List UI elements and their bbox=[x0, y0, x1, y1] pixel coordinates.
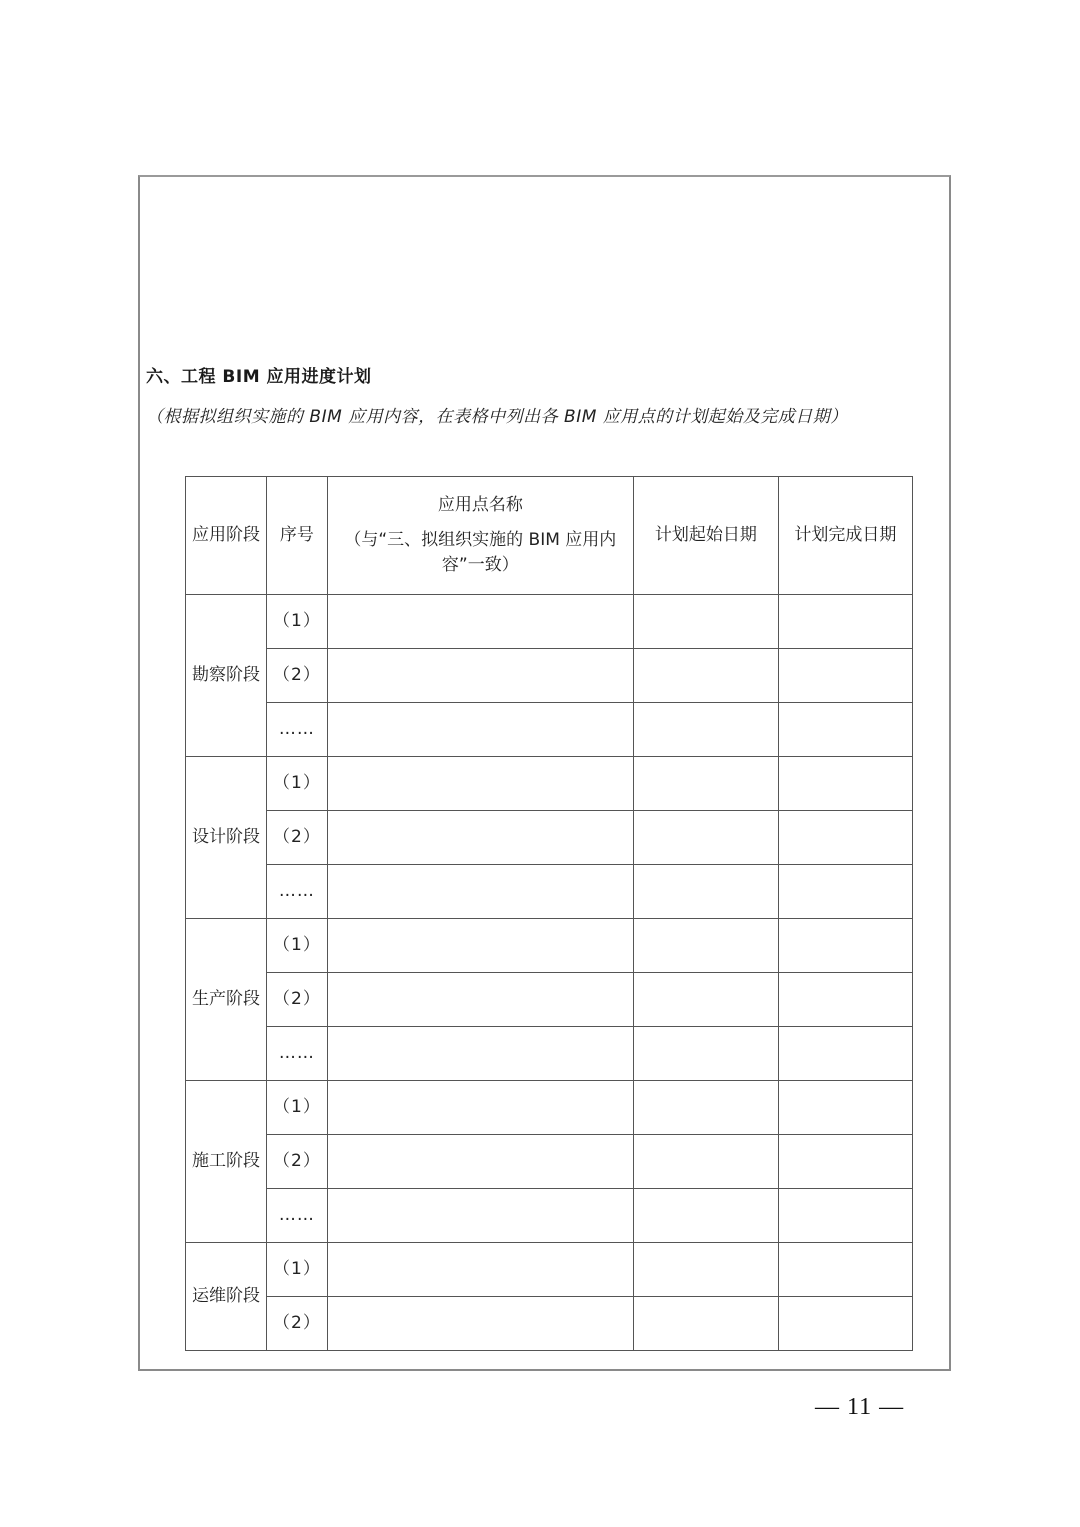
stage-cell: 运维阶段 bbox=[186, 1243, 267, 1351]
index-cell: （1） bbox=[267, 595, 328, 649]
start-date-cell[interactable] bbox=[633, 1027, 778, 1081]
index-cell: （2） bbox=[267, 1297, 328, 1351]
end-date-cell[interactable] bbox=[778, 1297, 912, 1351]
start-date-cell[interactable] bbox=[633, 973, 778, 1027]
name-cell[interactable] bbox=[327, 757, 633, 811]
start-date-cell[interactable] bbox=[633, 1189, 778, 1243]
start-date-cell[interactable] bbox=[633, 1081, 778, 1135]
page-number: — 11 — bbox=[815, 1394, 905, 1420]
start-date-cell[interactable] bbox=[633, 1297, 778, 1351]
start-date-cell[interactable] bbox=[633, 865, 778, 919]
header-name-title: 应用点名称 bbox=[437, 495, 523, 515]
start-date-cell[interactable] bbox=[633, 595, 778, 649]
name-cell[interactable] bbox=[327, 703, 633, 757]
start-date-cell[interactable] bbox=[633, 703, 778, 757]
table-row bbox=[186, 703, 913, 757]
table-row bbox=[186, 649, 913, 703]
table-row bbox=[186, 1135, 913, 1189]
header-index: 序号 bbox=[267, 477, 328, 595]
name-cell[interactable] bbox=[327, 811, 633, 865]
table-row bbox=[186, 919, 913, 973]
end-date-cell[interactable] bbox=[778, 1189, 912, 1243]
index-cell: （1） bbox=[267, 919, 328, 973]
stage-cell: 勘察阶段 bbox=[186, 595, 267, 757]
index-cell: （2） bbox=[267, 973, 328, 1027]
bim-schedule-table bbox=[185, 476, 913, 1351]
name-cell[interactable] bbox=[327, 595, 633, 649]
table-row bbox=[186, 973, 913, 1027]
end-date-cell[interactable] bbox=[778, 757, 912, 811]
end-date-cell[interactable] bbox=[778, 919, 912, 973]
table-row bbox=[186, 1297, 913, 1351]
stage-cell: 施工阶段 bbox=[186, 1081, 267, 1243]
table-row bbox=[186, 1243, 913, 1297]
index-cell: （1） bbox=[267, 1243, 328, 1297]
name-cell[interactable] bbox=[327, 973, 633, 1027]
index-cell: （1） bbox=[267, 1081, 328, 1135]
end-date-cell[interactable] bbox=[778, 1243, 912, 1297]
stage-cell: 生产阶段 bbox=[186, 919, 267, 1081]
index-cell: （2） bbox=[267, 811, 328, 865]
name-cell[interactable] bbox=[327, 1081, 633, 1135]
name-cell[interactable] bbox=[327, 1135, 633, 1189]
index-cell: …… bbox=[267, 865, 328, 919]
start-date-cell[interactable] bbox=[633, 1135, 778, 1189]
index-cell: …… bbox=[267, 1027, 328, 1081]
end-date-cell[interactable] bbox=[778, 649, 912, 703]
name-cell[interactable] bbox=[327, 1243, 633, 1297]
name-cell[interactable] bbox=[327, 1027, 633, 1081]
section-instruction: （根据拟组织实施的 BIM 应用内容，在表格中列出各 BIM 应用点的计划起始及完成日期） bbox=[146, 407, 848, 427]
name-cell[interactable] bbox=[327, 1297, 633, 1351]
header-name-note: （与“三、拟组织实施的 BIM 应用内容”一致） bbox=[344, 530, 617, 575]
start-date-cell[interactable] bbox=[633, 649, 778, 703]
table-row bbox=[186, 1081, 913, 1135]
index-cell: （2） bbox=[267, 649, 328, 703]
table-header-row bbox=[186, 477, 913, 595]
end-date-cell[interactable] bbox=[778, 973, 912, 1027]
end-date-cell[interactable] bbox=[778, 595, 912, 649]
start-date-cell[interactable] bbox=[633, 811, 778, 865]
name-cell[interactable] bbox=[327, 865, 633, 919]
stage-cell: 设计阶段 bbox=[186, 757, 267, 919]
header-planned-end-date: 计划完成日期 bbox=[778, 477, 912, 595]
end-date-cell[interactable] bbox=[778, 865, 912, 919]
index-cell: （1） bbox=[267, 757, 328, 811]
index-cell: （2） bbox=[267, 1135, 328, 1189]
start-date-cell[interactable] bbox=[633, 1243, 778, 1297]
end-date-cell[interactable] bbox=[778, 811, 912, 865]
start-date-cell[interactable] bbox=[633, 919, 778, 973]
name-cell[interactable] bbox=[327, 649, 633, 703]
end-date-cell[interactable] bbox=[778, 1135, 912, 1189]
end-date-cell[interactable] bbox=[778, 703, 912, 757]
index-cell: …… bbox=[267, 703, 328, 757]
table-row bbox=[186, 811, 913, 865]
table-row bbox=[186, 1189, 913, 1243]
table-row bbox=[186, 595, 913, 649]
table-row bbox=[186, 1027, 913, 1081]
table-row bbox=[186, 865, 913, 919]
section-title: 六、工程 BIM 应用进度计划 bbox=[146, 367, 372, 387]
end-date-cell[interactable] bbox=[778, 1081, 912, 1135]
start-date-cell[interactable] bbox=[633, 757, 778, 811]
name-cell[interactable] bbox=[327, 919, 633, 973]
header-planned-start-date: 计划起始日期 bbox=[633, 477, 778, 595]
table-row bbox=[186, 757, 913, 811]
end-date-cell[interactable] bbox=[778, 1027, 912, 1081]
name-cell[interactable] bbox=[327, 1189, 633, 1243]
header-stage: 应用阶段 bbox=[186, 477, 267, 595]
index-cell: …… bbox=[267, 1189, 328, 1243]
header-application-point-name bbox=[327, 477, 633, 595]
